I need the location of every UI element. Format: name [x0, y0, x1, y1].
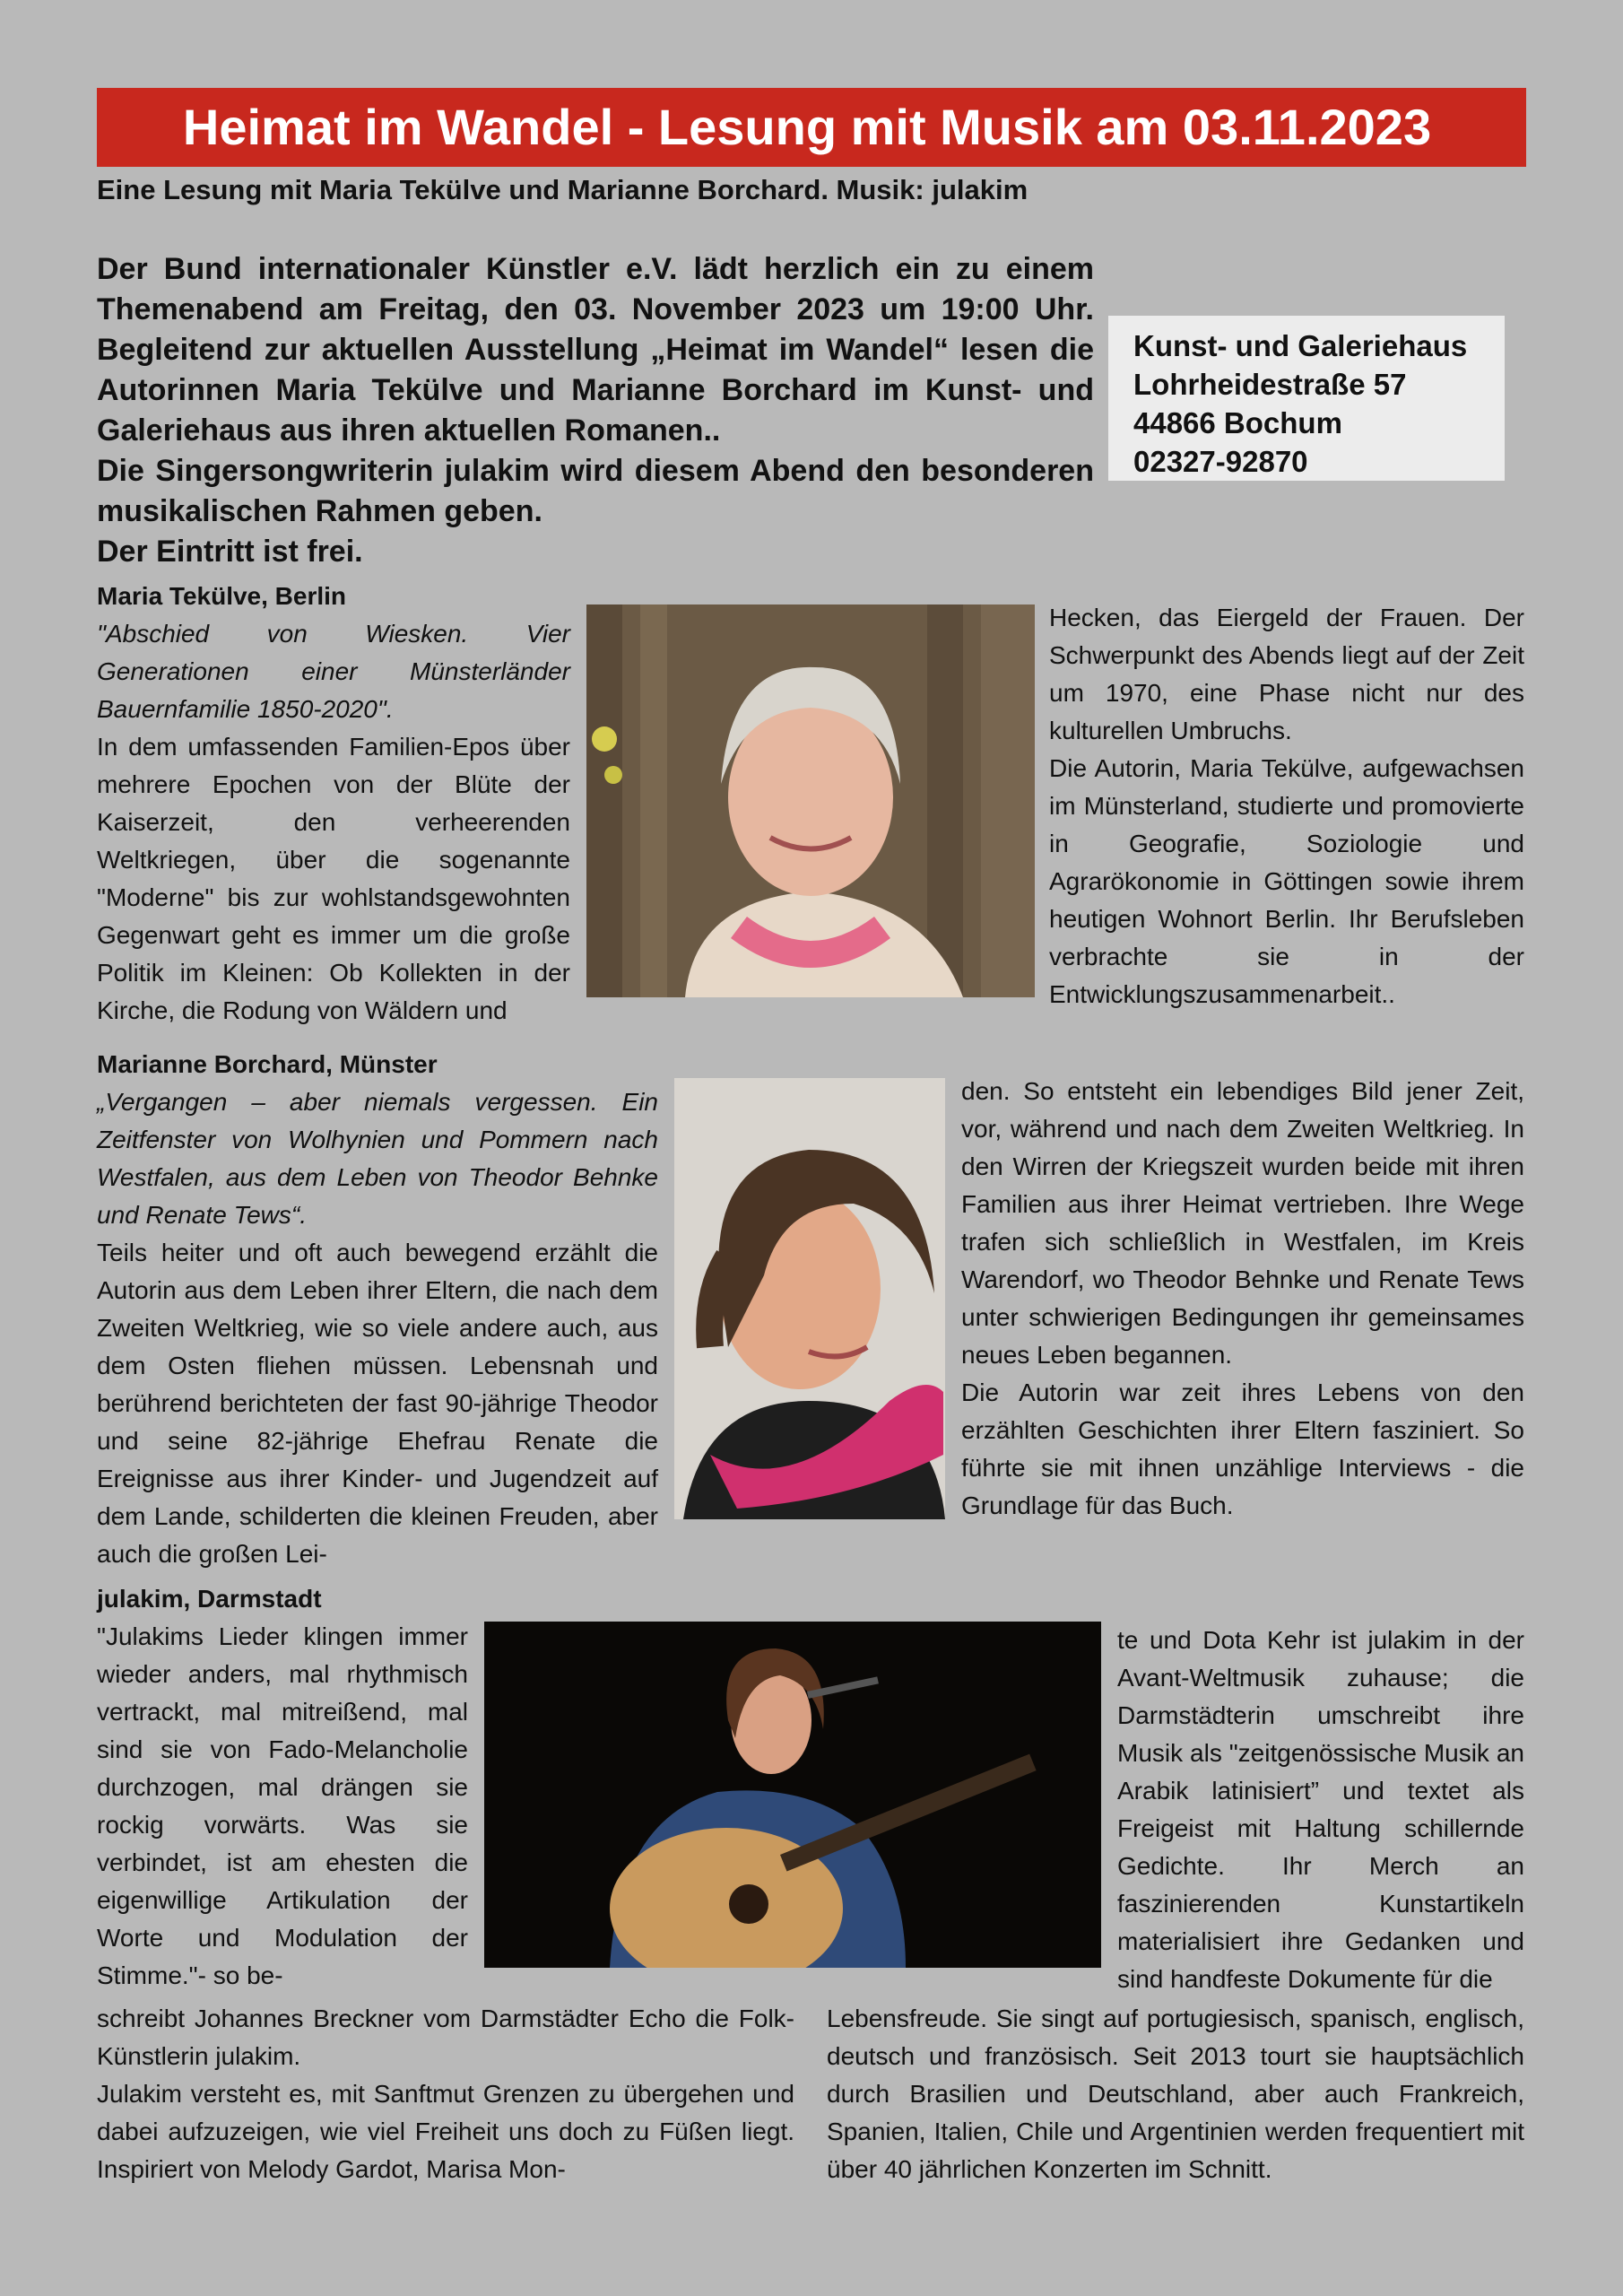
address-box: [1108, 316, 1505, 481]
page-subtitle: Eine Lesung mit Maria Tekülve und Marianne Borchard. Musik: julakim: [97, 174, 1028, 205]
venue-phone: 02327-92870: [1133, 445, 1308, 478]
intro-text: [97, 249, 1094, 572]
musician-photo: [484, 1622, 1101, 1968]
musician-quote: "Julakims Lieder klingen immer wieder anders, mal rhythmisch vertrackt, mal mitreißend, mal sind sie von Fado-Melancholie durchzogen, mal drängen sie rockig vorwärts. Was sie verbindet, ist am ehesten die eigenwillige Artikulation der Worte und Modulation der Stimme."- so be-: [97, 1622, 468, 1989]
author2-heading: Marianne Borchard, Münster: [97, 1050, 438, 1078]
author1-left-column: [97, 578, 570, 1030]
author2-bio: Die Autorin war zeit ihres Lebens von den erzählten Geschichten ihrer Eltern fasziniert. So führte sie mit ihnen unzählige Interviews - die Grundlage für das Buch.: [961, 1378, 1524, 1519]
musician-text-right: te und Dota Kehr ist julakim in der Avant-Weltmusik zuhause; die Darmstädterin umschreibt ihre Musik als "zeitgenössische Musik an Arabik latinisiert” und textet als Freigeist mit Haltung schillernde Gedichte. Ihr Merch an faszinierenden Kunstartikeln materialisiert ihre Gedanken und sind handfeste Dokumente für die: [1117, 1626, 1524, 1993]
author1-right-column: [1049, 599, 1524, 1013]
author1-photo: [586, 604, 1035, 997]
intro-paragraph: Der Bund internationaler Künstler e.V. lädt herzlich ein zu einem Themenabend am Freitag, den 03. November 2023 um 19:00 Uhr. Begleitend zur aktuellen Ausstellung „Heimat im Wandel“ lesen die Autorinnen Maria Tekülve und Marianne Borchard im Kunst- und Galeriehaus aus ihren aktuellen Romanen..: [97, 252, 1094, 448]
author1-bio: Die Autorin, Maria Tekülve, aufgewachsen im Münsterland, studierte und promovierte in Geografie, Soziologie und Agrarökonomie in Göttingen sowie ihrem heutigen Wohnort Berlin. Ihr Berufsleben verbrachte sie in der Entwicklungszusammenarbeit..: [1049, 754, 1524, 1008]
author2-book-title: „Vergangen – aber niemals vergessen. Ein Zeitfenster von Wolhynien und Pommern nach Westfalen, aus dem Leben von Theodor Behnke und Renate Tews“.: [97, 1088, 658, 1229]
author2-text: Teils heiter und oft auch bewegend erzählt die Autorin aus dem Leben ihrer Eltern, die nach dem Zweiten Weltkrieg, wie so viele andere auch, aus dem Osten fliehen müssen. Lebensnah und berührend berichteten der fast 90-jährige Theodor und seine 82-jährige Ehefrau Renate die Ereignisse aus ihrer Kinder- und Jugendzeit auf dem Lande, schilderten die kleinen Freuden, aber auch die großen Lei-: [97, 1239, 658, 1568]
author2-left-column: [97, 1046, 658, 1573]
musician-text: Julakim versteht es, mit Sanftmut Grenzen zu übergehen und dabei aufzuzeigen, wie viel Freiheit uns doch zu Füßen liegt. Inspiriert von Melody Gardot, Marisa Mon-: [97, 2080, 794, 2183]
author2-right-column: [961, 1073, 1524, 1525]
page-title: Heimat im Wandel - Lesung mit Musik am 03.11.2023: [97, 88, 1526, 167]
author2-photo: [674, 1078, 945, 1519]
author1-book-title: "Abschied von Wiesken. Vier Generationen einer Münsterländer Bauernfamilie 1850-2020".: [97, 620, 570, 723]
musician-heading: julakim, Darmstadt: [97, 1585, 322, 1613]
guitar-performer-photo-icon: [484, 1622, 1101, 1968]
venue-city: 44866 Bochum: [1133, 406, 1342, 439]
musician-right-column: [1117, 1622, 1524, 1998]
author1-text-continued: Hecken, das Eiergeld der Frauen. Der Schwerpunkt des Abends liegt auf der Zeit um 1970, eine Phase nicht nur des kulturellen Umbruchs.: [1049, 604, 1524, 744]
venue-name: Kunst- und Galeriehaus: [1133, 329, 1468, 362]
musician-left-column: [97, 1580, 468, 1995]
portrait-photo-icon: [586, 604, 1035, 997]
musician-text-bottom-right: Lebensfreude. Sie singt auf portugiesisch, spanisch, englisch, deutsch und französisch. Seit 2013 tourt sie hauptsächlich durch Brasilien und Deutschland, aber auch Frankreich, Spanien, Italien, Chile und Argentinien werden frequentiert mit über 40 jährlichen Konzerten im Schnitt.: [827, 2005, 1524, 2183]
author1-heading: Maria Tekülve, Berlin: [97, 582, 347, 610]
musician-bottom-right: [827, 2000, 1524, 2188]
author1-text: In dem umfassenden Familien-Epos über mehrere Epochen von der Blüte der Kaiserzeit, den verheerenden Weltkriegen, über die sogenannte "Moderne" bis zur wohlstandsgewohnten Gegenwart geht es immer um die große Politik im Kleinen: Ob Kollekten in der Kirche, die Rodung von Wäldern und: [97, 733, 570, 1024]
venue-street: Lohrheidestraße 57: [1133, 368, 1407, 401]
author2-text-continued: den. So entsteht ein lebendiges Bild jener Zeit, vor, während und nach dem Zweiten Weltkrieg. In den Wirren der Kriegszeit wurden beide mit ihren Familien aus ihrer Heimat vertrieben. Ihre Wege trafen sich schließlich in Westfalen, im Kreis Warendorf, wo Theodor Behnke und Renate Tews unter schwierigen Bedingungen ihr gemeinsames neues Leben begannen.: [961, 1077, 1524, 1369]
intro-entry: Der Eintritt ist frei.: [97, 535, 363, 569]
musician-bottom-left: [97, 2000, 794, 2188]
musician-quote-continued: schreibt Johannes Breckner vom Darmstädter Echo die Folk-Künstlerin julakim.: [97, 2005, 794, 2070]
intro-music: Die Singersongwriterin julakim wird diesem Abend den besonderen musikalischen Rahmen geben.: [97, 454, 1094, 528]
portrait-photo-icon: [674, 1078, 945, 1519]
